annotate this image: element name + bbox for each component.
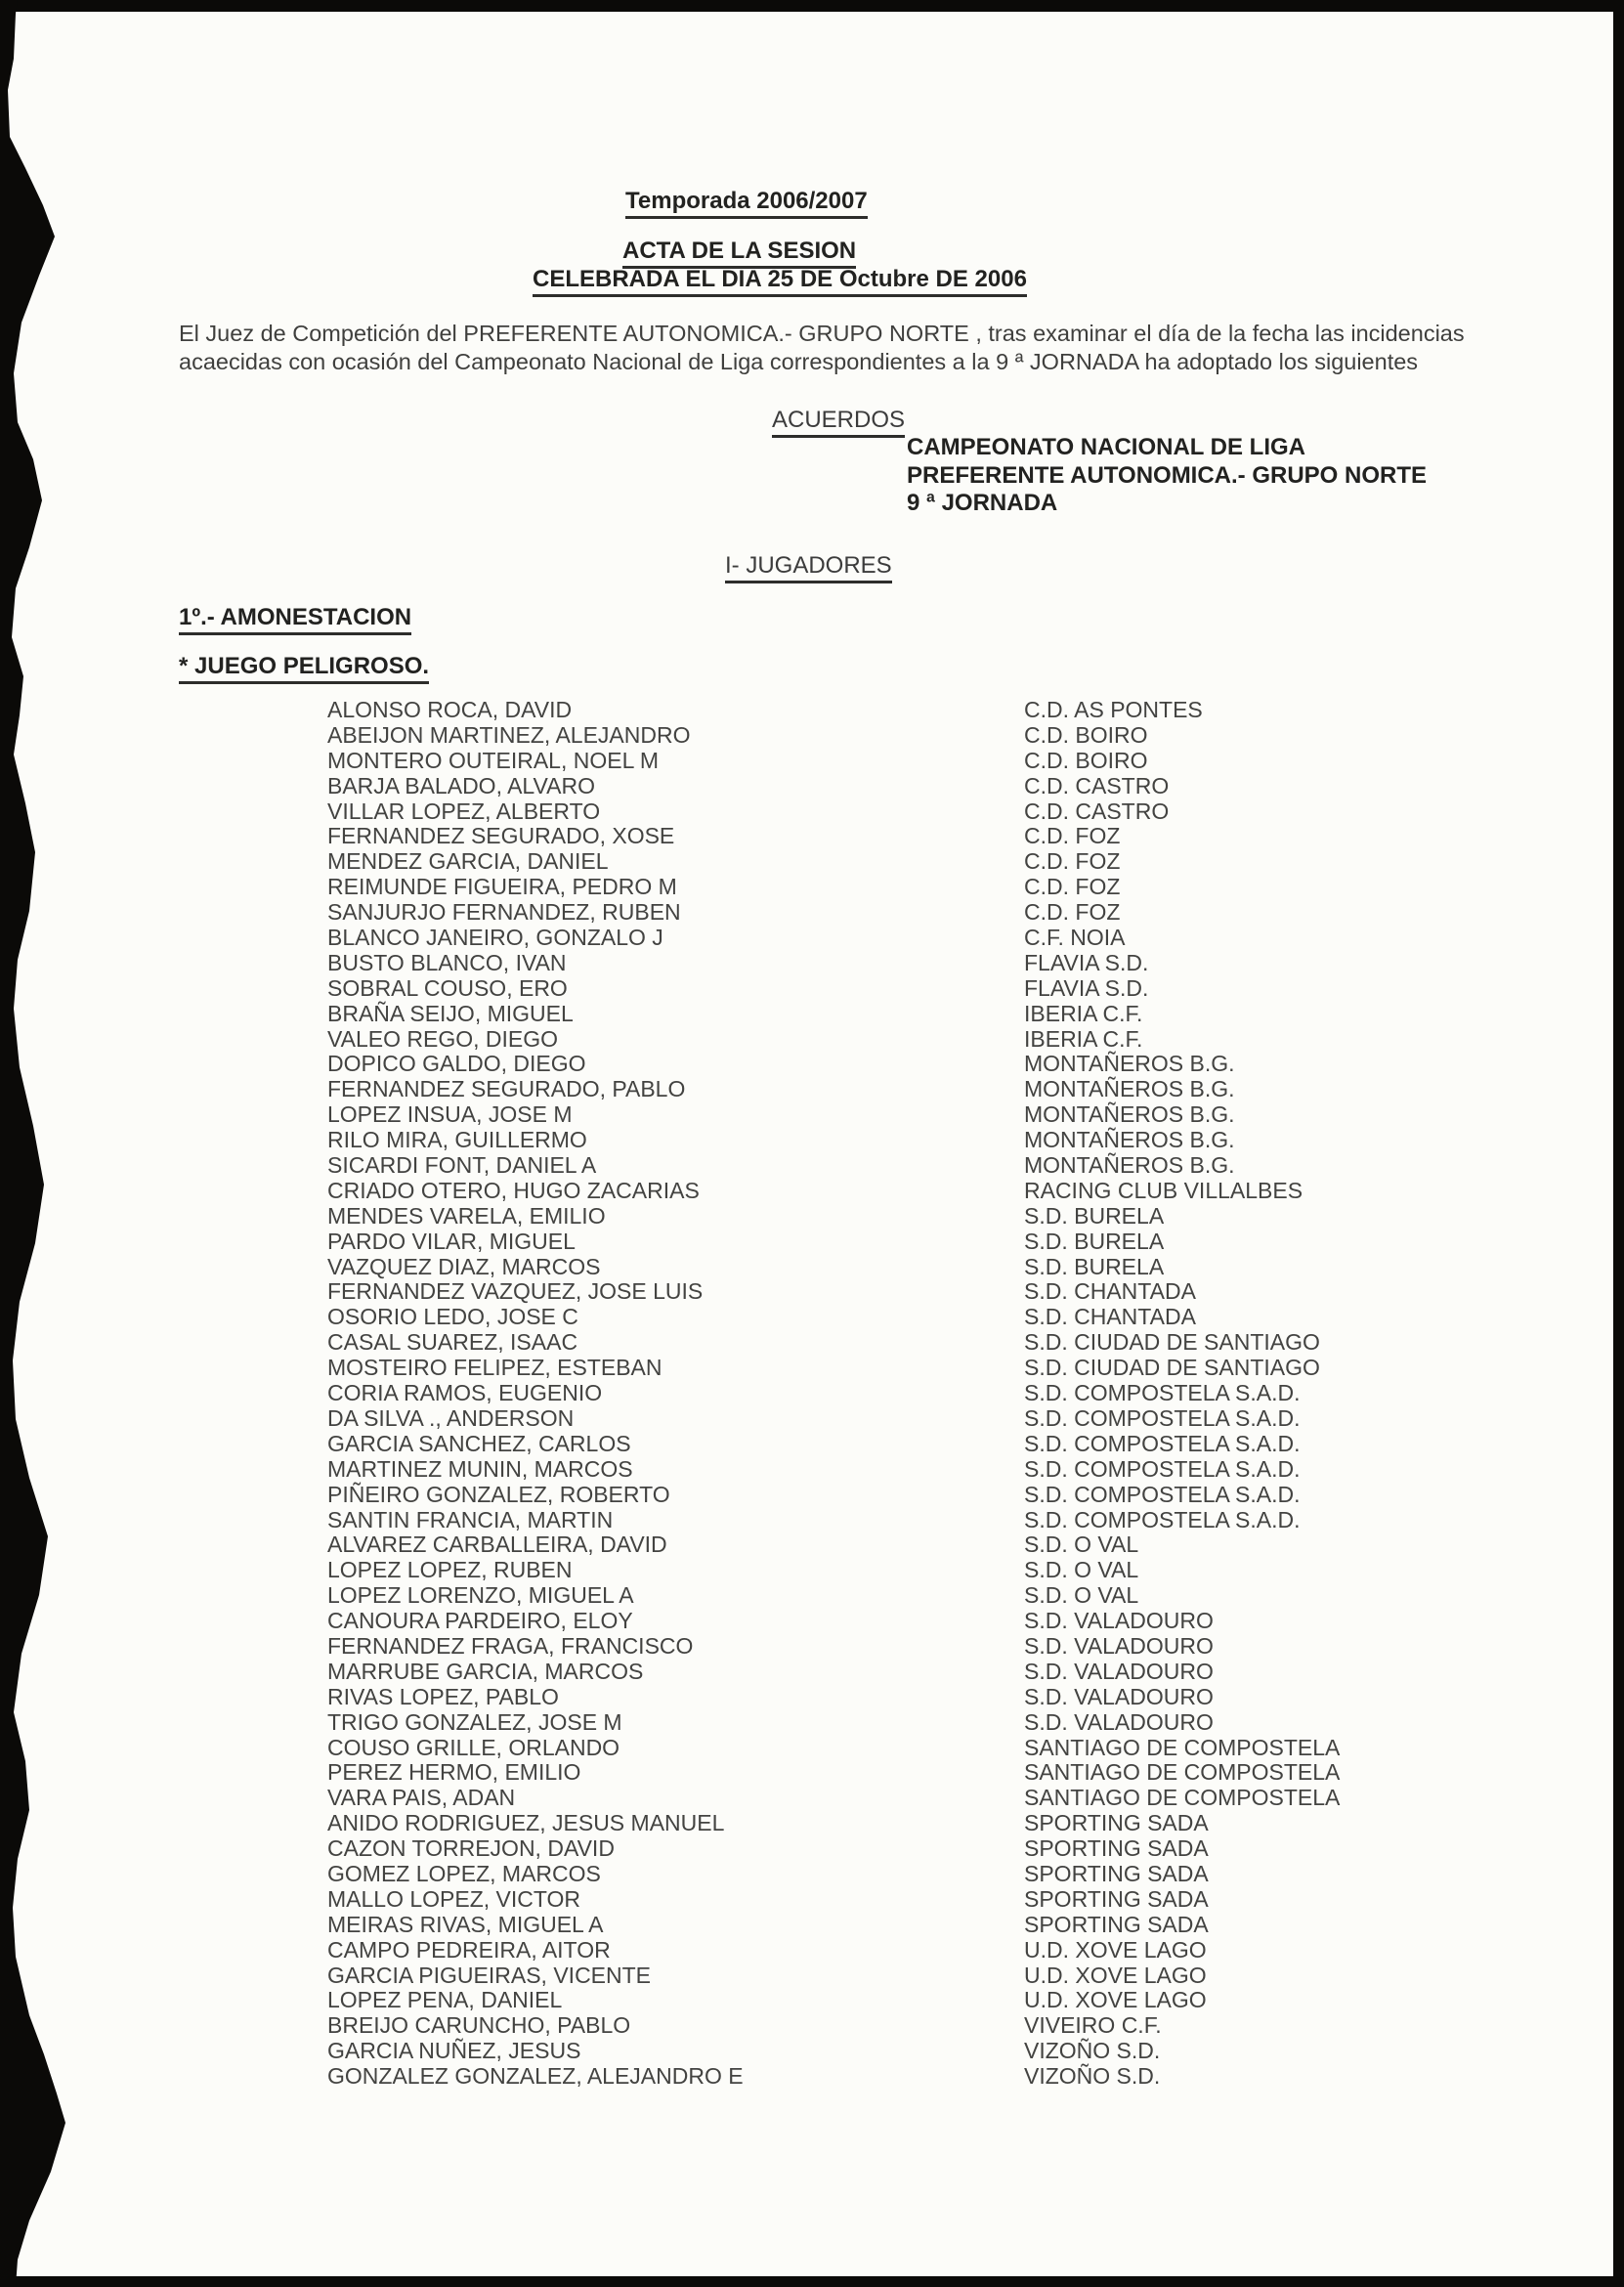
sanction-row: [327, 951, 1340, 976]
club-name: RACING CLUB VILLALBES: [1024, 1177, 1303, 1203]
sanction-row: [327, 1887, 1340, 1913]
club-name: S.D. VALADOURO: [1024, 1658, 1214, 1684]
club-name: SPORTING SADA: [1024, 1911, 1209, 1937]
player-name: RIVAS LOPEZ, PABLO: [327, 1683, 559, 1709]
sanction-row: [327, 1381, 1340, 1406]
torn-paper-edge: [0, 0, 88, 2287]
club-name: C.F. NOIA: [1024, 925, 1126, 951]
player-name: SANJURJO FERNANDEZ, RUBEN: [327, 899, 681, 926]
competition-line-3: 9 ª JORNADA: [907, 490, 1058, 516]
club-name: S.D. CHANTADA: [1024, 1278, 1196, 1305]
sanction-row: [327, 1558, 1340, 1583]
player-name: DOPICO GALDO, DIEGO: [327, 1051, 586, 1077]
player-name: SANTIN FRANCIA, MARTIN: [327, 1506, 614, 1532]
sanction-row: [327, 749, 1340, 774]
season-title: [625, 188, 868, 215]
club-name: SPORTING SADA: [1024, 1835, 1209, 1862]
club-name: U.D. XOVE LAGO: [1024, 1987, 1207, 2013]
player-name: BLANCO JANEIRO, GONZALO J: [327, 925, 663, 951]
club-name: S.D. BURELA: [1024, 1202, 1165, 1229]
sanction-row: [327, 1102, 1340, 1128]
sanction-row: [327, 1760, 1340, 1786]
club-name: S.D. COMPOSTELA S.A.D.: [1024, 1430, 1301, 1456]
sanction-row: [327, 1204, 1340, 1230]
club-name: C.D. BOIRO: [1024, 747, 1148, 773]
player-name: CAMPO PEDREIRA, AITOR: [327, 1936, 611, 1963]
sanction-row: [327, 1963, 1340, 1989]
club-name: SANTIAGO DE COMPOSTELA: [1024, 1785, 1341, 1811]
sanction-row: [327, 1432, 1340, 1457]
player-name: LOPEZ PENA, DANIEL: [327, 1987, 563, 2013]
scan-border-top: [0, 0, 1624, 12]
player-name: CASAL SUAREZ, ISAAC: [327, 1329, 578, 1356]
player-name: TRIGO GONZALEZ, JOSE M: [327, 1708, 622, 1735]
club-name: S.D. VALADOURO: [1024, 1683, 1214, 1709]
player-name: BARJA BALADO, ALVARO: [327, 772, 595, 798]
sanction-row: [327, 1710, 1340, 1736]
player-name: CRIADO OTERO, HUGO ZACARIAS: [327, 1177, 700, 1203]
sanction-row: [327, 1583, 1340, 1609]
sanction-row: [327, 1279, 1340, 1305]
club-name: SANTIAGO DE COMPOSTELA: [1024, 1759, 1341, 1786]
sanction-row: [327, 1609, 1340, 1634]
scan-border-right: [1613, 0, 1624, 2287]
club-name: S.D. VALADOURO: [1024, 1632, 1214, 1659]
player-name: SICARDI FONT, DANIEL A: [327, 1152, 597, 1179]
club-name: MONTAÑEROS B.G.: [1024, 1076, 1235, 1102]
club-name: S.D. BURELA: [1024, 1228, 1165, 1254]
acuerdos-heading: ACUERDOS: [772, 407, 905, 434]
sanction-row: [327, 1230, 1340, 1255]
sanction-row: [327, 1988, 1340, 2013]
session-title-line2: CELEBRADA EL DIA 25 DE Octubre DE 2006: [533, 266, 1027, 293]
club-name: VIZOÑO S.D.: [1024, 2063, 1161, 2090]
section-heading: I- JUGADORES: [725, 552, 892, 580]
club-name: U.D. XOVE LAGO: [1024, 1936, 1207, 1963]
player-name: GARCIA PIGUEIRAS, VICENTE: [327, 1962, 652, 1988]
player-name: CAZON TORREJON, DAVID: [327, 1835, 615, 1862]
player-name: BUSTO BLANCO, IVAN: [327, 949, 567, 975]
sanction-row: [327, 1052, 1340, 1077]
player-name: ALONSO ROCA, DAVID: [327, 697, 573, 722]
season-title-text: Temporada 2006/2007: [625, 188, 868, 219]
competition-block: [907, 434, 1427, 518]
sanction-row: [327, 1255, 1340, 1280]
club-name: SANTIAGO DE COMPOSTELA: [1024, 1734, 1341, 1760]
sanction-row: [327, 1736, 1340, 1761]
club-name: FLAVIA S.D.: [1024, 974, 1149, 1001]
player-name: DA SILVA ., ANDERSON: [327, 1404, 575, 1431]
sanction-row: [327, 1685, 1340, 1710]
sanction-row: [327, 1483, 1340, 1508]
player-name: MARRUBE GARCIA, MARCOS: [327, 1658, 644, 1684]
sanction-row: [327, 1811, 1340, 1836]
club-name: S.D. O VAL: [1024, 1582, 1139, 1609]
sanction-row: [327, 2013, 1340, 2039]
player-name: FERNANDEZ SEGURADO, XOSE: [327, 823, 675, 849]
player-name: ABEIJON MARTINEZ, ALEJANDRO: [327, 721, 691, 748]
sanction-row: [327, 824, 1340, 849]
club-name: U.D. XOVE LAGO: [1024, 1962, 1207, 1988]
sanction-row: [327, 1027, 1340, 1053]
offense-heading: * JUEGO PELIGROSO.: [179, 653, 429, 680]
player-name: VAZQUEZ DIAZ, MARCOS: [327, 1253, 601, 1279]
club-name: S.D. COMPOSTELA S.A.D.: [1024, 1506, 1301, 1532]
sanction-row: [327, 1077, 1340, 1102]
player-name: LOPEZ LOPEZ, RUBEN: [327, 1557, 573, 1583]
sanction-row: [327, 900, 1340, 926]
club-name: S.D. COMPOSTELA S.A.D.: [1024, 1455, 1301, 1482]
player-name: GONZALEZ GONZALEZ, ALEJANDRO E: [327, 2063, 744, 2090]
player-name: PARDO VILAR, MIGUEL: [327, 1228, 576, 1254]
player-name: PIÑEIRO GONZALEZ, ROBERTO: [327, 1481, 670, 1507]
player-name: MENDEZ GARCIA, DANIEL: [327, 848, 609, 875]
club-name: C.D. CASTRO: [1024, 772, 1170, 798]
sanction-row: [327, 774, 1340, 799]
sanctions-list: [327, 698, 1340, 2090]
player-name: MENDES VARELA, EMILIO: [327, 1202, 606, 1229]
club-name: C.D. FOZ: [1024, 848, 1121, 875]
player-name: LOPEZ LORENZO, MIGUEL A: [327, 1582, 634, 1609]
sanction-row: [327, 849, 1340, 875]
club-name: C.D. CASTRO: [1024, 798, 1170, 824]
player-name: FERNANDEZ SEGURADO, PABLO: [327, 1076, 686, 1102]
club-name: SPORTING SADA: [1024, 1810, 1209, 1836]
sanction-row: [327, 799, 1340, 825]
club-name: C.D. AS PONTES: [1024, 697, 1203, 722]
intro-paragraph-line1: El Juez de Competición del PREFERENTE AUTONOMICA.- GRUPO NORTE , tras examinar el día de la fecha las incidencias: [179, 321, 1465, 346]
club-name: S.D. COMPOSTELA S.A.D.: [1024, 1404, 1301, 1431]
sanction-row: [327, 1305, 1340, 1330]
player-name: GARCIA SANCHEZ, CARLOS: [327, 1430, 631, 1456]
club-name: IBERIA C.F.: [1024, 1025, 1143, 1052]
club-name: MONTAÑEROS B.G.: [1024, 1152, 1235, 1179]
club-name: S.D. VALADOURO: [1024, 1708, 1214, 1735]
club-name: S.D. BURELA: [1024, 1253, 1165, 1279]
competition-line-2: PREFERENTE AUTONOMICA.- GRUPO NORTE: [907, 461, 1428, 489]
sanction-row: [327, 926, 1340, 951]
player-name: SOBRAL COUSO, ERO: [327, 974, 568, 1001]
club-name: S.D. CIUDAD DE SANTIAGO: [1024, 1355, 1320, 1381]
player-name: CORIA RAMOS, EUGENIO: [327, 1380, 603, 1406]
sanction-row: [327, 1836, 1340, 1862]
club-name: S.D. CHANTADA: [1024, 1304, 1196, 1330]
sanction-row: [327, 1862, 1340, 1887]
sanction-row: [327, 1179, 1340, 1204]
sanction-row: [327, 976, 1340, 1002]
player-name: BREIJO CARUNCHO, PABLO: [327, 2012, 631, 2039]
player-name: MALLO LOPEZ, VICTOR: [327, 1885, 581, 1912]
club-name: VIVEIRO C.F.: [1024, 2012, 1162, 2039]
club-name: SPORTING SADA: [1024, 1860, 1209, 1886]
player-name: ALVAREZ CARBALLEIRA, DAVID: [327, 1532, 667, 1558]
player-name: CANOURA PARDEIRO, ELOY: [327, 1608, 633, 1634]
player-name: VARA PAIS, ADAN: [327, 1785, 516, 1811]
competition-line-1: CAMPEONATO NACIONAL DE LIGA: [907, 434, 1306, 460]
player-name: OSORIO LEDO, JOSE C: [327, 1304, 578, 1330]
sanction-row: [327, 1406, 1340, 1432]
player-name: GOMEZ LOPEZ, MARCOS: [327, 1860, 601, 1886]
club-name: S.D. CIUDAD DE SANTIAGO: [1024, 1329, 1320, 1356]
player-name: REIMUNDE FIGUEIRA, PEDRO M: [327, 874, 677, 900]
player-name: GARCIA NUÑEZ, JESUS: [327, 2038, 581, 2064]
player-name: MARTINEZ MUNIN, MARCOS: [327, 1455, 633, 1482]
sanction-row: [327, 1786, 1340, 1811]
scan-border-bottom: [0, 2276, 1624, 2287]
club-name: SPORTING SADA: [1024, 1885, 1209, 1912]
club-name: C.D. FOZ: [1024, 823, 1121, 849]
sanction-row: [327, 1128, 1340, 1153]
player-name: MONTERO OUTEIRAL, NOEL M: [327, 747, 660, 773]
sanction-row: [327, 723, 1340, 749]
sanction-row: [327, 2064, 1340, 2090]
subsection-heading: 1º.- AMONESTACION: [179, 604, 411, 631]
sanction-row: [327, 2039, 1340, 2064]
club-name: IBERIA C.F.: [1024, 1000, 1143, 1026]
player-name: LOPEZ INSUA, JOSE M: [327, 1101, 573, 1128]
sanction-row: [327, 1153, 1340, 1179]
player-name: VALEO REGO, DIEGO: [327, 1025, 559, 1052]
player-name: BRAÑA SEIJO, MIGUEL: [327, 1000, 574, 1026]
club-name: C.D. FOZ: [1024, 874, 1121, 900]
sanction-row: [327, 1913, 1340, 1938]
club-name: S.D. COMPOSTELA S.A.D.: [1024, 1481, 1301, 1507]
player-name: VILLAR LOPEZ, ALBERTO: [327, 798, 601, 824]
sanction-row: [327, 1634, 1340, 1660]
sanction-row: [327, 875, 1340, 900]
player-name: ANIDO RODRIGUEZ, JESUS MANUEL: [327, 1810, 725, 1836]
session-title-line1: ACTA DE LA SESION: [622, 237, 856, 265]
club-name: MONTAÑEROS B.G.: [1024, 1127, 1235, 1153]
club-name: S.D. COMPOSTELA S.A.D.: [1024, 1380, 1301, 1406]
club-name: C.D. BOIRO: [1024, 721, 1148, 748]
intro-paragraph-line2: acaecidas con ocasión del Campeonato Nacional de Liga correspondientes a la 9 ª JORNADA ha adoptado los siguientes: [179, 349, 1419, 374]
sanction-row: [327, 1938, 1340, 1963]
sanction-row: [327, 1002, 1340, 1027]
club-name: S.D. VALADOURO: [1024, 1608, 1214, 1634]
sanction-row: [327, 1356, 1340, 1381]
player-name: MEIRAS RIVAS, MIGUEL A: [327, 1911, 604, 1937]
club-name: MONTAÑEROS B.G.: [1024, 1101, 1235, 1128]
sanction-row: [327, 1457, 1340, 1483]
player-name: MOSTEIRO FELIPEZ, ESTEBAN: [327, 1355, 662, 1381]
sanction-row: [327, 698, 1340, 723]
club-name: VIZOÑO S.D.: [1024, 2038, 1161, 2064]
player-name: RILO MIRA, GUILLERMO: [327, 1127, 587, 1153]
player-name: PEREZ HERMO, EMILIO: [327, 1759, 581, 1786]
club-name: S.D. O VAL: [1024, 1532, 1139, 1558]
player-name: COUSO GRILLE, ORLANDO: [327, 1734, 620, 1760]
player-name: FERNANDEZ FRAGA, FRANCISCO: [327, 1632, 694, 1659]
sanction-row: [327, 1508, 1340, 1533]
sanction-row: [327, 1660, 1340, 1685]
club-name: C.D. FOZ: [1024, 899, 1121, 926]
sanction-row: [327, 1330, 1340, 1356]
sanction-row: [327, 1532, 1340, 1558]
player-name: FERNANDEZ VAZQUEZ, JOSE LUIS: [327, 1278, 704, 1305]
club-name: S.D. O VAL: [1024, 1557, 1139, 1583]
club-name: MONTAÑEROS B.G.: [1024, 1051, 1235, 1077]
club-name: FLAVIA S.D.: [1024, 949, 1149, 975]
